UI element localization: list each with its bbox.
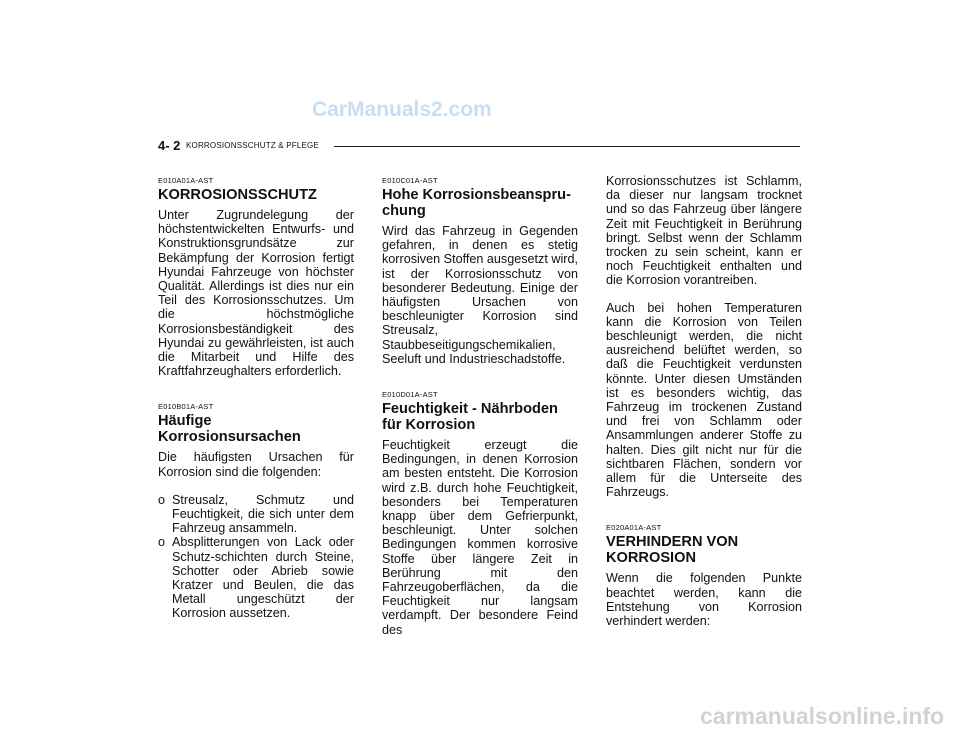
column-1 (158, 176, 354, 621)
section-high-stress (382, 176, 578, 366)
section-prevent-corrosion (606, 523, 802, 628)
section-code: E020A01A-AST (606, 523, 662, 533)
section-heading: Hohe Korrosionsbeanspru-chung (382, 187, 571, 219)
section-code: E010A01A-AST (158, 176, 214, 185)
column-3 (606, 174, 802, 628)
section-text: Wird das Fahrzeug in Gegenden gefahren, in denen es stetig korrosiven Stoffen ausgesetzt wird, ist der Korrosionsschutz von besonderer Bedeutung. Einige der häufigsten Ursachen von beschleunigter Korrosion sind Streusalz, Staubbeseitigungschemikalien, Seeluft und Industrieschadstoffe. (382, 224, 578, 366)
causes-list (158, 493, 354, 621)
list-item (158, 493, 354, 536)
list-item-text: Absplitterungen von Lack oder Schutz-schichten durch Steine, Schotter oder Abrieb sowie Kratzer und Beulen, die das Metall ungeschützt der Korrosion aussetzen. (172, 535, 354, 621)
page-header (158, 138, 800, 154)
section-common-causes (158, 402, 354, 620)
page-number: 4- 2 (158, 138, 181, 153)
paragraph-temperature: Auch bei hohen Temperaturen kann die Korrosion von Teilen beschleunigt werden, die nicht ausreichend belüftet werden, so daß die Feuchtigkeit verdunsten könnte. Unter diesen Umständen ist es besonders wichtig, das Fahrzeug im trockenen Zustand und frei von Schlamm oder Ansammlungen anderer Stoffe zu halten. Dies gilt nicht nur für die sichtbaren Flächen, sondern vor allem für die Unterseite des Fahrzeugs. (606, 300, 802, 500)
section-code: E010D01A-AST (382, 390, 438, 400)
watermark-top: CarManuals2.com (312, 98, 492, 121)
section-title: KORROSIONSSCHUTZ & PFLEGE (186, 141, 320, 150)
bullet-marker: o (158, 535, 166, 550)
section-corrosion-protection (158, 176, 354, 378)
header-rule (334, 146, 800, 147)
list-item (158, 535, 354, 620)
section-heading: Feuchtigkeit - Nährboden für Korrosion (382, 401, 558, 434)
section-text: Die häufigsten Ursachen für Korrosion sind die folgenden: (158, 450, 354, 479)
section-moisture (382, 390, 578, 637)
section-heading: Häufige Korrosionsursachen (158, 413, 301, 446)
list-item-text: Streusalz, Schmutz und Feuchtigkeit, die sich unter dem Fahrzeug ansammeln. (172, 492, 354, 536)
section-text: Wenn die folgenden Punkte beachtet werden, kann die Entstehung von Korrosion verhindert werden: (606, 571, 802, 629)
section-heading: VERHINDERN VON KORROSION (606, 534, 739, 567)
section-code: E010C01A-AST (382, 176, 438, 185)
column-2 (382, 176, 578, 637)
section-text: Unter Zugrundelegung der höchstentwickelten Entwurfs- und Konstruktionsgrundsätze zur Bekämpfung der Korrosion fertigt Hyundai Fahrzeuge von höchster Qualität. Allerdings ist dies nur ein Teil des Korrosionsschutzes. Um die höchstmögliche Korrosionsbeständigkeit des Hyundai zu gewährleisten, ist auch die Mitarbeit und Hilfe des Kraftfahrzeughalters erforderlich. (158, 208, 354, 379)
paragraph-mud: Korrosionsschutzes ist Schlamm, da dieser nur langsam trocknet und so das Fahrzeug über längere Zeit mit Feuchtigkeit in Berührung bringt. Selbst wenn der Schlamm trocken zu sein scheint, kann er noch Feuchtigkeit enthalten und die Korrosion vorantreiben. (606, 174, 802, 288)
bullet-marker: o (158, 492, 166, 507)
section-code: E010B01A-AST (158, 402, 214, 412)
section-heading: KORROSIONSSCHUTZ (158, 187, 317, 203)
section-text: Feuchtigkeit erzeugt die Bedingungen, in denen Korrosion am besten entsteht. Die Korrosion wird z.B. durch hohe Feuchtigkeit, besonders bei Temperaturen knapp über dem Gefrierpunkt, beschleunigt. Unter solchen Bedingungen kommen korrosive Stoffe über längere Zeit in Berührung mit den Fahrzeugoberflächen, da die Feuchtigkeit nur langsam verdampft. Der besondere Feind des (382, 438, 578, 637)
watermark-bottom: carmanualsonline.info (700, 703, 945, 729)
